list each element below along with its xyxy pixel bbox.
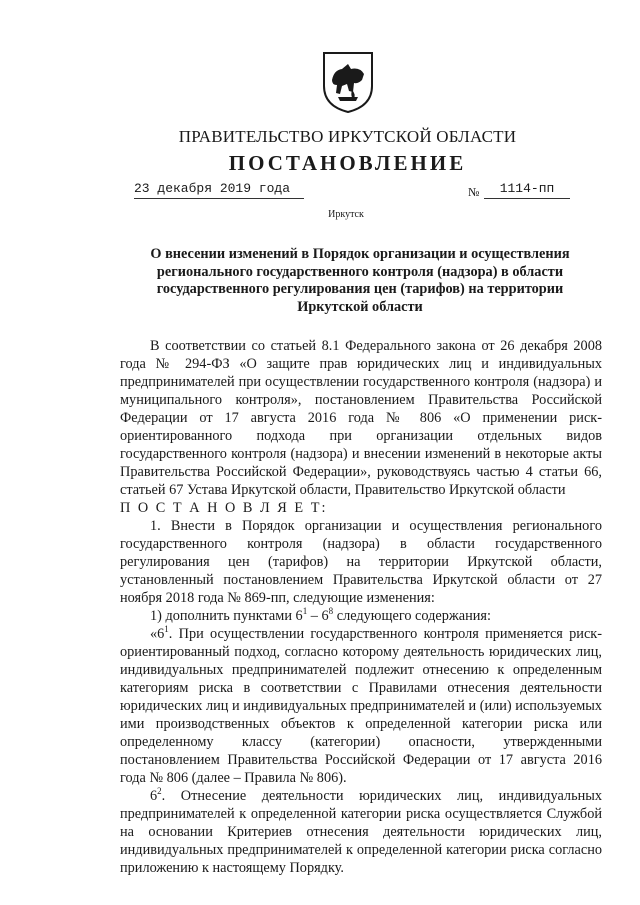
document-heading: О внесении изменений в Порядок организации и осуществления регионального государственного контроля (надзора) в области государственного регулирования цен (тарифов) на территории Иркутской области — [150, 246, 570, 315]
point-6-1-paragraph — [120, 625, 602, 787]
superscript: 8 — [328, 606, 334, 617]
city-name: Иркутск — [328, 209, 364, 220]
document-number: 1114-пп — [484, 181, 570, 199]
coat-of-arms-icon — [318, 50, 378, 114]
point-6-2-paragraph — [120, 787, 602, 877]
document-type-title: ПОСТАНОВЛЕНИЕ — [228, 151, 467, 175]
subitem-text: следующего содержания: — [333, 608, 491, 624]
subitem-text: 1) дополнить пунктами 6 — [150, 608, 303, 624]
point-lead: 6 — [150, 788, 158, 804]
superscript: 1 — [164, 624, 169, 635]
point-text: . Отнесение деятельности юридических лиц, индивидуальных предпринимателей к определенной категории риска осуществляется Службой на основании Критериев отнесения деятельности юридических лиц, индивидуальных предпринимателей к определенной категории риска согласно приложению к настоящему Порядку. — [120, 788, 602, 876]
superscript: 1 — [302, 606, 308, 617]
document-body — [120, 337, 602, 877]
superscript: 2 — [157, 786, 162, 797]
item-1-paragraph: 1. Внести в Порядок организации и осуществления регионального государственного контроля (надзора) в области государственного регулирования цен (тарифов) на территории Иркутской области, установленный постановлением Правительства Иркутской области от 27 ноября 2018 года № 869-пп, следующие изменения: — [120, 518, 602, 606]
point-text: . При осуществлении государственного контроля применяется риск-ориентированный подход, согласно которому деятельность юридических лиц, индивидуальных предпринимателей подлежит отнесению к определенным категориям риска в соответствии с Правилами отнесения деятельности юридических лиц и индивидуальных предпринимателей и (или) используемых ими производственных объектов к определенной категории риска или определенному классу (категории) опасности, утвержденными постановлением Правительства Российской Федерации от 17 августа 2016 года № 806 (далее – Правила № 806). — [120, 626, 602, 786]
subitem-text: – 6 — [307, 608, 329, 624]
preamble-paragraph: В соответствии со статьей 8.1 Федерального закона от 26 декабря 2008 года № 294-ФЗ «О защите прав юридических лиц и индивидуальных предпринимателей при осуществлении государственного контроля (надзора) и муниципального контроля», постановлением Правительства Российской Федерации от 17 августа 2016 года № 806 «О применении риск-ориентированного подхода при организации отдельных видов государственного контроля (надзора) и внесении изменений в некоторые акты Правительства Российской Федерации», руководствуясь частью 4 статьи 66, статьей 67 Устава Иркутской области, Правительство Иркутской области — [120, 338, 602, 498]
document-date: 23 декабря 2019 года — [134, 181, 304, 199]
number-label: № — [468, 185, 480, 199]
government-title: ПРАВИТЕЛЬСТВО ИРКУТСКОЙ ОБЛАСТИ — [178, 127, 517, 146]
resolves-line: П О С Т А Н О В Л Я Е Т: — [120, 500, 328, 516]
point-lead: «6 — [150, 626, 165, 642]
subitem-1-paragraph — [120, 607, 602, 625]
